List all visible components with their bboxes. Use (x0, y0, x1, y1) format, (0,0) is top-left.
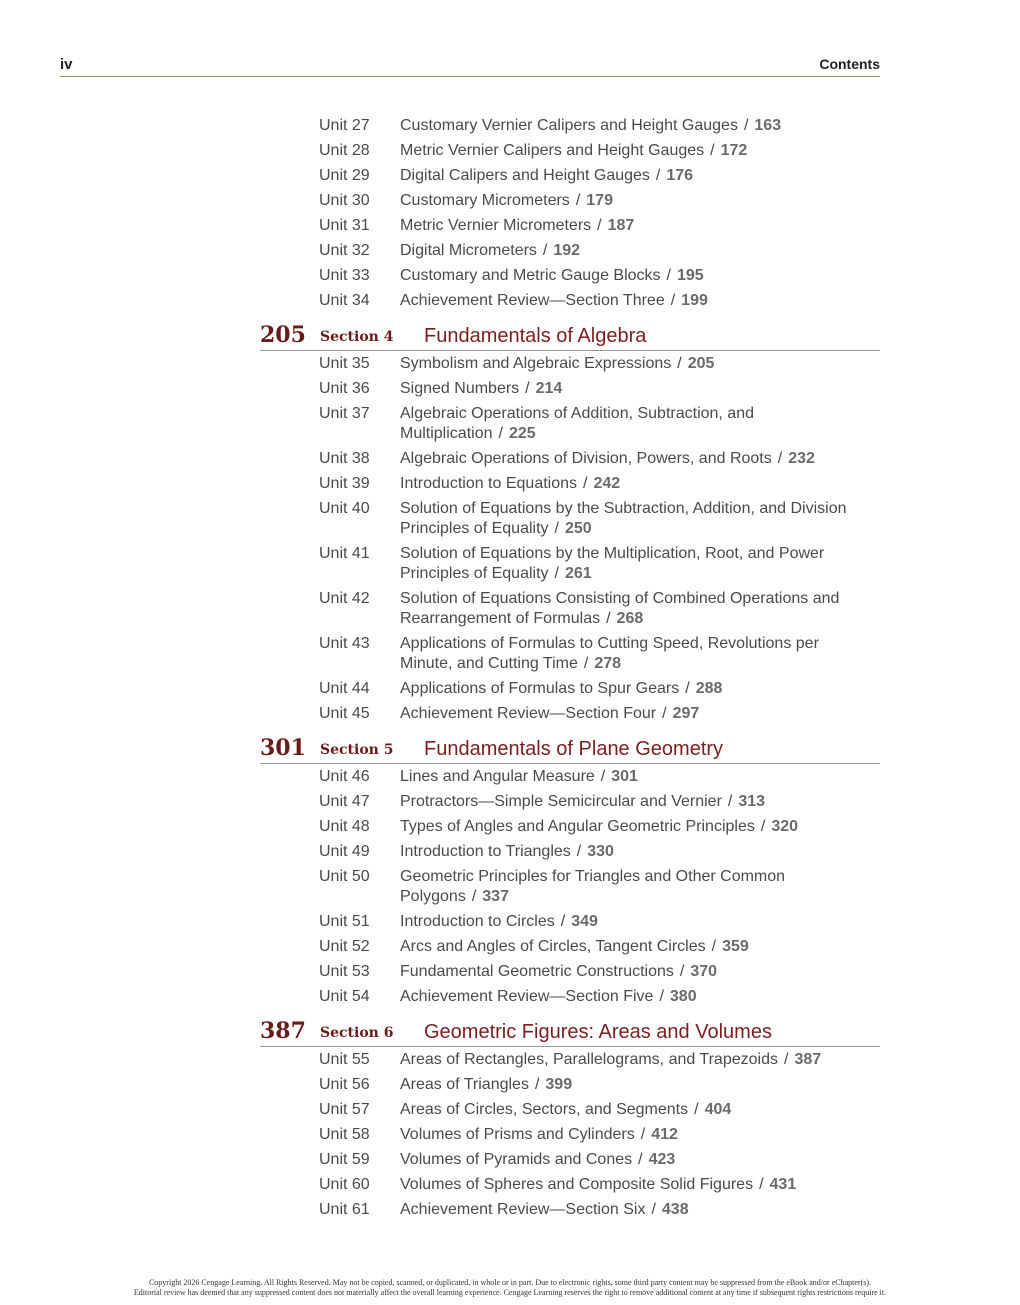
toc-unit-entry (0, 1075, 1020, 1100)
unit-label: Unit 48 (319, 818, 370, 835)
unit-title-line (400, 962, 870, 982)
page-separator: / (554, 520, 559, 537)
unit-label: Unit 56 (319, 1076, 370, 1093)
page-separator: / (662, 705, 667, 722)
unit-title: Achievement Review—Section Four (400, 705, 657, 722)
unit-title: Volumes of Prisms and Cylinders (400, 1126, 635, 1143)
unit-page-number: 380 (669, 988, 697, 1005)
unit-title: Types of Angles and Angular Geometric Principles (400, 818, 755, 835)
unit-page-number: 412 (651, 1126, 678, 1143)
unit-page-number: 192 (553, 242, 581, 259)
unit-label: Unit 36 (319, 380, 370, 397)
toc-unit-entry (0, 634, 1020, 679)
unit-label: Unit 33 (319, 267, 370, 284)
unit-title: Protractors—Simple Semicircular and Vernier (400, 793, 722, 810)
unit-title: Applications of Formulas to Spur Gears (400, 680, 680, 697)
toc-unit-entry (0, 937, 1020, 962)
unit-title-line (400, 474, 870, 494)
section-title: Geometric Figures: Areas and Volumes (424, 1021, 772, 1043)
page-separator: / (554, 565, 559, 582)
unit-page-number: 301 (611, 768, 638, 785)
section-page-number: 301 (260, 735, 306, 761)
unit-page-number: 330 (587, 843, 614, 860)
unit-title: Solution of Equations by the Multiplication, Root, and Power Principles of Equality (400, 545, 825, 582)
copyright-line-1: Copyright 2026 Cengage Learning. All Rights Reserved. May not be copied, scanned, or duplicated, in whole or in part. Due to electronic rights, some third party content may be suppressed from the eBook and/or eChapter(s). (148, 1278, 872, 1287)
unit-page-number: 232 (788, 450, 815, 467)
unit-title-line (400, 912, 870, 932)
unit-label: Unit 51 (319, 913, 370, 930)
toc-unit-entry (0, 291, 1020, 316)
unit-title: Areas of Rectangles, Parallelograms, and Trapezoids (400, 1051, 778, 1068)
unit-page-number: 337 (482, 888, 509, 905)
section-title: Fundamentals of Plane Geometry (424, 738, 724, 760)
unit-label: Unit 53 (319, 963, 370, 980)
running-title: Contents (819, 56, 880, 72)
page-separator: / (638, 1151, 643, 1168)
unit-page-number: 399 (545, 1076, 573, 1093)
page-separator: / (597, 217, 602, 234)
unit-label: Unit 60 (319, 1176, 370, 1193)
toc-unit-entry (0, 474, 1020, 499)
section-rule (260, 763, 880, 764)
unit-title-line (400, 241, 870, 261)
toc-unit-entry (0, 679, 1020, 704)
copyright-line-2: Editorial review has deemed that any suppressed content does not materially affect the overall learning experience. Cengage Learning reserves the right to remove additional content at any time if subsequent rights restrictions require it. (133, 1288, 887, 1297)
toc-unit-entry (0, 767, 1020, 792)
section-page-number: 205 (260, 322, 306, 348)
page-separator: / (534, 1076, 540, 1093)
unit-page-number: 288 (695, 680, 723, 697)
unit-label: Unit 34 (319, 292, 370, 309)
unit-label: Unit 61 (319, 1201, 370, 1218)
unit-title-line (400, 987, 870, 1007)
section-rule (260, 350, 880, 351)
section-label: Section 4 (320, 329, 394, 345)
unit-title: Introduction to Equations (400, 475, 578, 492)
toc-unit-entry (0, 166, 1020, 191)
unit-title: Metric Vernier Micrometers (400, 217, 592, 234)
unit-label: Unit 29 (319, 167, 370, 184)
page-separator: / (651, 1201, 656, 1218)
unit-page-number: 176 (666, 167, 694, 184)
unit-title-line (400, 767, 870, 787)
unit-title-line (400, 1200, 870, 1220)
unit-title: Volumes of Spheres and Composite Solid Figures (400, 1176, 754, 1193)
page-separator: / (670, 292, 676, 309)
unit-page-number: 195 (677, 267, 704, 284)
unit-title-line (400, 354, 870, 374)
unit-title: Arcs and Angles of Circles, Tangent Circles (400, 938, 706, 955)
page-separator: / (710, 142, 715, 159)
unit-title-line (400, 634, 870, 674)
unit-title: Customary and Metric Gauge Blocks (400, 267, 661, 284)
unit-page-number: 431 (769, 1176, 797, 1193)
page-number: iv (60, 56, 73, 73)
unit-title: Signed Numbers (400, 380, 520, 397)
unit-page-number: 370 (690, 963, 718, 980)
page-separator: / (760, 818, 766, 835)
unit-title: Customary Micrometers (400, 192, 570, 209)
unit-title-line (400, 1075, 870, 1095)
section-label: Section 5 (320, 742, 394, 758)
unit-title-line (400, 1125, 870, 1145)
page-separator: / (606, 610, 611, 627)
unit-title-line (400, 817, 870, 837)
toc-unit-entry (0, 449, 1020, 474)
page-separator: / (498, 425, 503, 442)
page-separator: / (685, 680, 690, 697)
unit-page-number: 359 (722, 938, 749, 955)
unit-page-number: 320 (771, 818, 799, 835)
unit-page-number: 179 (586, 192, 613, 209)
section-heading (0, 735, 1020, 765)
unit-title: Solution of Equations Consisting of Combined Operations and Rearrangement of Formulas (400, 590, 840, 627)
toc-unit-entry (0, 1125, 1020, 1150)
unit-title-line (400, 116, 870, 136)
toc-unit-entry (0, 1150, 1020, 1175)
section-rule (260, 1046, 880, 1047)
toc-unit-entry (0, 792, 1020, 817)
unit-label: Unit 44 (319, 680, 370, 697)
unit-title-line (400, 499, 870, 539)
unit-title: Areas of Triangles (400, 1076, 529, 1093)
page-separator: / (679, 963, 685, 980)
unit-title: Areas of Circles, Sectors, and Segments (400, 1101, 689, 1118)
unit-page-number: 278 (594, 655, 622, 672)
unit-page-number: 423 (648, 1151, 676, 1168)
unit-label: Unit 55 (319, 1051, 370, 1068)
unit-title: Applications of Formulas to Cutting Speed, Revolutions per Minute, and Cutting Time (400, 635, 819, 672)
unit-label: Unit 58 (319, 1126, 370, 1143)
unit-page-number: 172 (720, 142, 748, 159)
unit-label: Unit 40 (319, 500, 370, 517)
unit-title: Achievement Review—Section Five (400, 988, 654, 1005)
unit-title: Lines and Angular Measure (400, 768, 595, 785)
unit-title-line (400, 589, 870, 629)
page-separator: / (575, 192, 581, 209)
toc-unit-entry (0, 704, 1020, 729)
page-separator: / (583, 655, 589, 672)
unit-title: Algebraic Operations of Addition, Subtraction, and Multiplication (400, 405, 754, 442)
unit-label: Unit 27 (319, 117, 370, 134)
unit-page-number: 163 (754, 117, 782, 134)
toc-unit-entry (0, 1200, 1020, 1225)
page-separator: / (659, 988, 664, 1005)
unit-page-number: 387 (794, 1051, 822, 1068)
page-separator: / (783, 1051, 789, 1068)
unit-title-line (400, 191, 870, 211)
toc-unit-entry (0, 1100, 1020, 1125)
page-separator: / (694, 1101, 699, 1118)
unit-label: Unit 54 (319, 988, 370, 1005)
page-separator: / (655, 167, 661, 184)
section-page-number: 387 (260, 1018, 306, 1044)
unit-label: Unit 50 (319, 868, 370, 885)
unit-title-line (400, 937, 870, 957)
toc-unit-entry (0, 1050, 1020, 1075)
unit-label: Unit 59 (319, 1151, 370, 1168)
unit-label: Unit 46 (319, 768, 370, 785)
unit-title: Digital Calipers and Height Gauges (400, 167, 650, 184)
toc-unit-entry (0, 912, 1020, 937)
section-heading (0, 1018, 1020, 1048)
unit-title: Achievement Review—Section Six (400, 1201, 646, 1218)
unit-label: Unit 43 (319, 635, 370, 652)
unit-page-number: 438 (661, 1201, 689, 1218)
page-separator: / (727, 793, 733, 810)
unit-title: Solution of Equations by the Subtraction, Addition, and Division Principles of Equality (400, 500, 847, 537)
unit-page-number: 349 (571, 913, 598, 930)
page-separator: / (600, 768, 606, 785)
toc-unit-entry (0, 544, 1020, 589)
unit-page-number: 250 (564, 520, 592, 537)
unit-title-line (400, 1050, 870, 1070)
unit-page-number: 297 (672, 705, 700, 722)
toc-unit-entry (0, 589, 1020, 634)
unit-title: Symbolism and Algebraic Expressions (400, 355, 672, 372)
toc-unit-entry (0, 216, 1020, 241)
section-label: Section 6 (320, 1025, 394, 1041)
toc-unit-entry (0, 817, 1020, 842)
unit-label: Unit 37 (319, 405, 370, 422)
unit-label: Unit 57 (319, 1101, 370, 1118)
toc-unit-entry (0, 379, 1020, 404)
toc-unit-entry (0, 962, 1020, 987)
unit-page-number: 268 (616, 610, 644, 627)
unit-title-line (400, 216, 870, 236)
unit-label: Unit 28 (319, 142, 370, 159)
unit-page-number: 205 (687, 355, 715, 372)
unit-page-number: 199 (681, 292, 708, 309)
unit-page-number: 225 (508, 425, 536, 442)
unit-title: Fundamental Geometric Constructions (400, 963, 674, 980)
unit-title: Introduction to Triangles (400, 843, 571, 860)
page-separator: / (576, 843, 582, 860)
unit-label: Unit 35 (319, 355, 370, 372)
copyright-footer (0, 1278, 1020, 1298)
unit-label: Unit 49 (319, 843, 370, 860)
toc-unit-entry (0, 241, 1020, 266)
toc-unit-entry (0, 867, 1020, 912)
unit-label: Unit 39 (319, 475, 370, 492)
unit-title: Introduction to Circles (400, 913, 555, 930)
unit-title-line (400, 679, 870, 699)
unit-title-line (400, 867, 870, 907)
page-separator: / (640, 1126, 646, 1143)
unit-title-line (400, 792, 870, 812)
unit-label: Unit 31 (319, 217, 370, 234)
unit-title-line (400, 291, 870, 311)
unit-title-line (400, 1150, 870, 1170)
unit-page-number: 261 (564, 565, 592, 582)
unit-title: Achievement Review—Section Three (400, 292, 665, 309)
page-separator: / (677, 355, 682, 372)
table-of-contents (0, 116, 1020, 1225)
page-separator: / (471, 888, 477, 905)
page-separator: / (542, 242, 548, 259)
unit-title-line (400, 404, 870, 444)
page-separator: / (759, 1176, 764, 1193)
unit-title-line (400, 544, 870, 584)
unit-title-line (400, 704, 870, 724)
page-separator: / (560, 913, 566, 930)
unit-page-number: 404 (704, 1101, 732, 1118)
toc-unit-entry (0, 266, 1020, 291)
unit-label: Unit 45 (319, 705, 370, 722)
page-separator: / (777, 450, 783, 467)
toc-unit-entry (0, 141, 1020, 166)
unit-title: Customary Vernier Calipers and Height Gauges (400, 117, 738, 134)
toc-unit-entry (0, 404, 1020, 449)
unit-page-number: 187 (607, 217, 635, 234)
page-separator: / (583, 475, 588, 492)
unit-label: Unit 52 (319, 938, 370, 955)
unit-title: Digital Micrometers (400, 242, 537, 259)
toc-unit-entry (0, 499, 1020, 544)
unit-title-line (400, 379, 870, 399)
unit-label: Unit 30 (319, 192, 370, 209)
unit-title-line (400, 1175, 870, 1195)
toc-unit-entry (0, 987, 1020, 1012)
unit-label: Unit 38 (319, 450, 370, 467)
unit-title-line (400, 141, 870, 161)
unit-title-line (400, 449, 870, 469)
unit-title-line (400, 266, 870, 286)
toc-unit-entry (0, 1175, 1020, 1200)
toc-unit-entry (0, 354, 1020, 379)
section-heading (0, 322, 1020, 352)
unit-label: Unit 42 (319, 590, 370, 607)
unit-label: Unit 41 (319, 545, 370, 562)
unit-title: Algebraic Operations of Division, Powers, and Roots (400, 450, 772, 467)
unit-title-line (400, 842, 870, 862)
page-separator: / (666, 267, 671, 284)
section-title: Fundamentals of Algebra (424, 325, 647, 347)
unit-page-number: 313 (738, 793, 766, 810)
unit-label: Unit 47 (319, 793, 370, 810)
page-separator: / (525, 380, 530, 397)
page-separator: / (743, 117, 749, 134)
unit-title: Geometric Principles for Triangles and Other Common Polygons (400, 868, 786, 905)
unit-title: Volumes of Pyramids and Cones (400, 1151, 633, 1168)
unit-title-line (400, 1100, 870, 1120)
page-header (60, 54, 880, 77)
unit-label: Unit 32 (319, 242, 370, 259)
unit-page-number: 242 (593, 475, 621, 492)
unit-title-line (400, 166, 870, 186)
toc-unit-entry (0, 116, 1020, 141)
page-separator: / (711, 938, 717, 955)
toc-unit-entry (0, 842, 1020, 867)
toc-unit-entry (0, 191, 1020, 216)
unit-page-number: 214 (535, 380, 563, 397)
unit-title: Metric Vernier Calipers and Height Gauges (400, 142, 705, 159)
